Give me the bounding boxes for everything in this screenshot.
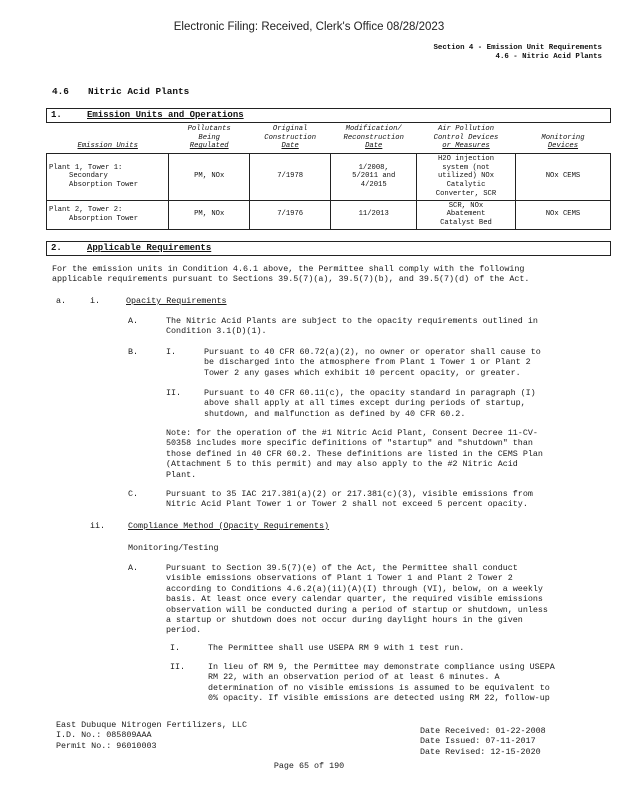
subsection-title: Compliance Method (Opacity Requirements) [128, 521, 330, 531]
running-header [433, 44, 602, 62]
part-number: 1. [51, 110, 62, 120]
item-label: C. [128, 489, 139, 499]
emission-units-table [46, 124, 611, 230]
table-header-row [47, 124, 611, 153]
part-title: Emission Units and Operations [87, 110, 244, 120]
table-cell: 7/1978 [249, 153, 330, 200]
column-header: Modification/ Reconstruction Date [331, 124, 417, 153]
table-cell: PM, NOx [169, 200, 250, 229]
table-cell: 1/2008, 5/2011 and 4/2015 [331, 153, 417, 200]
item-label: i. [90, 296, 101, 306]
section-number: 4.6 [52, 86, 69, 97]
table-cell: 11/2013 [331, 200, 417, 229]
part-heading-box [46, 241, 611, 256]
item-label: B. [128, 347, 139, 357]
table-cell: 7/1976 [249, 200, 330, 229]
part-title: Applicable Requirements [87, 243, 212, 253]
paragraph: The Permittee shall use USEPA RM 9 with 1 test run. [208, 643, 465, 653]
table-cell: NOx CEMS [515, 200, 610, 229]
item-label: II. [170, 662, 186, 672]
table-cell: Plant 1, Tower 1: Secondary Absorption Tower [47, 153, 169, 200]
date-issued: Date Issued: 07-11-2017 [420, 736, 536, 747]
section-title: Nitric Acid Plants [88, 86, 190, 97]
column-header: Pollutants Being Regulated [169, 124, 250, 153]
column-header: Air Pollution Control Devices or Measures [417, 124, 516, 153]
table-cell: PM, NOx [169, 153, 250, 200]
paragraph: The Nitric Acid Plants are subject to the opacity requirements outlined in Condition 3.1(D)(1). [166, 316, 538, 337]
paragraph: In lieu of RM 9, the Permittee may demonstrate compliance using USEPA RM 22, with an observation period of at least 6 minutes. A determination of no visible emissions is assumed to be equivalent to 0% opacity. If visible emissions are detected using RM 22, follow-up [208, 662, 555, 704]
table-cell: NOx CEMS [515, 153, 610, 200]
item-label: I. [170, 643, 181, 653]
item-label: I. [166, 347, 177, 357]
permit-number: Permit No.: 96010003 [56, 740, 157, 751]
part-heading-box [46, 108, 611, 123]
paragraph: Pursuant to 40 CFR 60.72(a)(2), no owner or operator shall cause to be discharged into the atmosphere from Plant 1 Tower 1 or Plant 2 Tower 2 any gases which exhibit 10 percent opacity, or greater. [204, 347, 541, 378]
date-revised: Date Revised: 12-15-2020 [420, 746, 541, 757]
table-cell: Plant 2, Tower 2: Absorption Tower [47, 200, 169, 229]
table-row [47, 200, 611, 229]
footer-dates [420, 726, 546, 757]
intro-paragraph: For the emission units in Condition 4.6.1 above, the Permittee shall comply with the following applicable requirements pursuant to Sections 39.5(7)(a), 39.5(7)(b), and 39.5(7)(d) of the Act. [52, 264, 530, 285]
item-label: II. [166, 388, 182, 398]
page-number: Page 65 of 190 [273, 761, 345, 771]
id-number: I.D. No.: 085809AAA [56, 730, 152, 741]
item-label: ii. [90, 521, 106, 531]
running-header-line: 4.6 - Nitric Acid Plants [495, 53, 602, 61]
column-header: Original Construction Date [249, 124, 330, 153]
part-number: 2. [51, 243, 62, 253]
date-received: Date Received: 01-22-2008 [420, 726, 546, 736]
table-cell: SCR, NOx Abatement Catalyst Bed [417, 200, 516, 229]
subsection-title: Opacity Requirements [126, 296, 227, 306]
paragraph: Pursuant to Section 39.5(7)(e) of the Act, the Permittee shall conduct visible emissions observations of Plant 1 Tower 1 and Plant 2 Tower 2 according to Conditions 4.6.2(a)(ii)(A)(I) through (VI), below, on a weekly basis. At least once every calendar quarter, the required visible emissions observation will be conducted during a period of startup or shutdown, unless a startup or shutdown does not occur during daylight hours in the given period. [166, 563, 548, 636]
column-header: Emission Units [47, 124, 169, 153]
filing-stamp: Electronic Filing: Received, Clerk's Office 08/28/2023 [173, 21, 445, 33]
table-cell: H2O injection system (not utilized) NOx Catalytic Converter, SCR [417, 153, 516, 200]
item-label: A. [128, 563, 139, 573]
table-row [47, 153, 611, 200]
item-label: a. [56, 296, 67, 306]
subheading: Monitoring/Testing [128, 543, 219, 553]
column-header: Monitoring Devices [515, 124, 610, 153]
running-header-line: Section 4 - Emission Unit Requirements [433, 44, 602, 52]
item-label: A. [128, 316, 139, 326]
company-name: East Dubuque Nitrogen Fertilizers, LLC [56, 720, 247, 730]
note-paragraph: Note: for the operation of the #1 Nitric Acid Plant, Consent Decree 11-CV- 50358 includes more specific definitions of "startup" and "shutdown" than those defined in 40 CFR 60.2. These definitions are listed in the CEMS Plan (Attachment 5 to this permit) and may also apply to the #2 Nitric Acid Plant. [166, 428, 543, 480]
paragraph: Pursuant to 35 IAC 217.381(a)(2) or 217.381(c)(3), visible emissions from Nitric Acid Plant Tower 1 or Tower 2 shall not exceed 5 percent opacity. [166, 489, 533, 510]
paragraph: Pursuant to 40 CFR 60.11(c), the opacity standard in paragraph (I) above shall apply at all times except during periods of startup, shutdown, and malfunction as defined by 40 CFR 60.2. [204, 388, 536, 419]
footer-facility-info [56, 720, 247, 751]
